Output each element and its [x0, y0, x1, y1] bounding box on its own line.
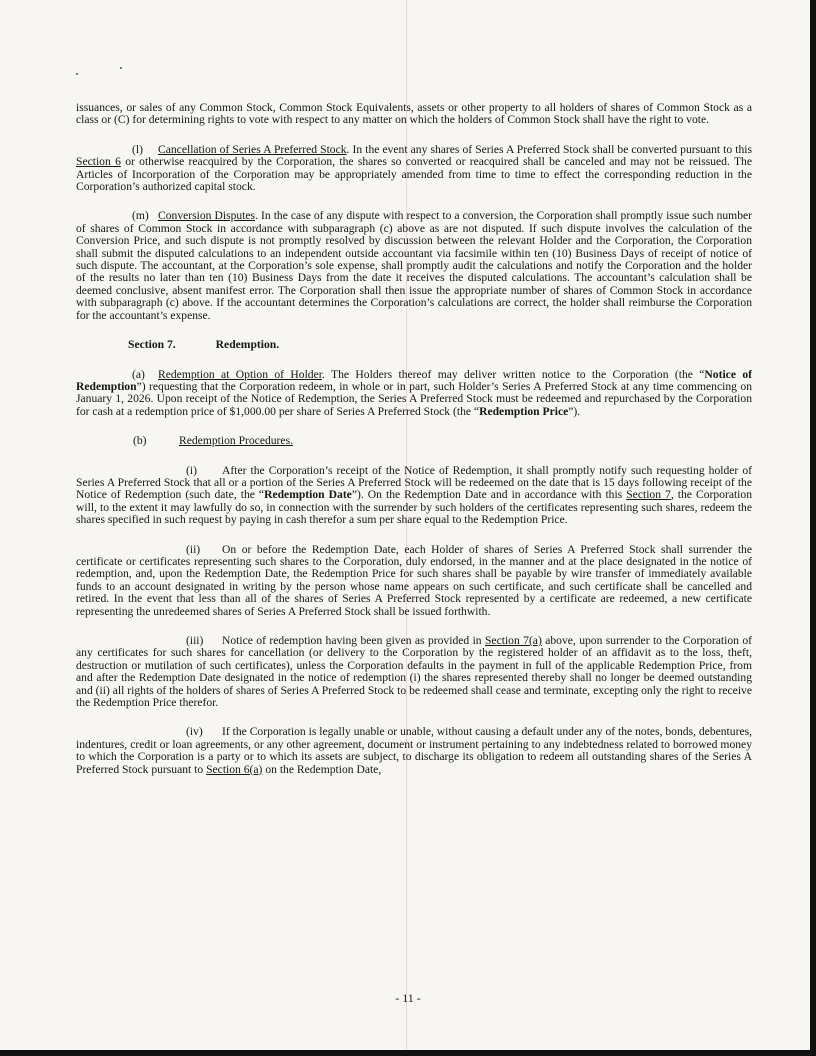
defined-term: Redemption Price [479, 404, 569, 418]
paragraph-heading: Conversion Disputes [158, 209, 256, 223]
subparagraph-iv: (iv) If the Corporation is legally unable or unable, without causing a default under any of the notes, bonds, debentures, indentures, credit or loan agreements, or any other agreement, document or instrument pertaining to any indebtedness related to borrowed money to which the Corporation is a party or to which its assets are subject, to discharge its obligation to redeem all outstanding shares of the Series A Preferred Stock pursuant to Section 6(a) on the Redemption Date, [76, 725, 752, 776]
subparagraph-iii: (iii) Notice of redemption having been given as provided in Section 7(a) above, upon surrender to the Corporation of any certificates for such shares for cancellation (or delivery to the Corporation by the registered holder of an affidavit as to the loss, theft, destruction or mutilation of such certificates), unless the Corporation defaults in the payment in full of the applicable Redemption Price, from and after the Redemption Date designated in the notice of redemption (i) the shares represented thereby shall no longer be deemed outstanding and (ii) all rights of the holders of shares of Series A Preferred Stock to be redeemed shall cease and terminate, excepting only the right to receive the Redemption Price therefor. [76, 634, 752, 710]
subparagraph-enum: (i) [186, 463, 197, 477]
section-label: Section 7. [128, 338, 176, 352]
scan-border-bottom [0, 1050, 816, 1056]
section-title: Redemption [215, 338, 277, 352]
defined-term: Redemption Date [264, 488, 352, 502]
document-body [76, 102, 752, 776]
section-reference: Section 7(a) [484, 634, 542, 647]
section-reference: Section 6 [76, 155, 121, 169]
subparagraph-enum: (iv) [186, 725, 203, 739]
paragraph-l: (l) Cancellation of Series A Preferred Stock. In the event any shares of Series A Preferred Stock shall be converted pursuant to this Section 6 or otherwise reacquired by the Corporation, the shares so converted or reacquired shall be canceled and may not be reissued. The Articles of Incorporation of the Corporation may be appropriately amended from time to time to effect the corresponding reduction in the Corporation’s authorized capital stock. [76, 142, 753, 194]
paragraph-m: (m) Conversion Disputes. In the case of any dispute with respect to a conversion, the Corporation shall promptly issue such number of shares of Common Stock in accordance with subparagraph (c) above as are not disputed. If such dispute involves the calculation of the Conversion Price, and such dispute is not promptly resolved by discussion between the relevant Holder and the Corporation, the Corporation shall submit the disputed calculations to an independent outside accountant via facsimile within ten (10) Business Days of receipt of notice of such dispute. The accountant, at the Corporation’s sole expense, shall promptly audit the calculations and notify the Corporation and the holder of the results no later than ten (10) Business Days from the date it receives the disputed calculations. The accountant’s calculation shall be deemed conclusive, absent manifest error. The Corporation shall then issue the appropriate number of shares of Common Stock in accordance with subparagraph (c) above. If the accountant determines the Corporation’s calculations are correct, the holder shall reimburse the Corporation for the accountant’s expense. [76, 209, 752, 322]
paragraph-heading: Redemption Procedures [179, 434, 291, 448]
paragraph-a: (a) Redemption at Option of Holder. The Holders thereof may deliver written notice to the Corporation (the “Notice of Redemption”) requesting that the Corporation redeem, in whole or in part, such Holder’s Series A Preferred Stock at any time commencing on January 1, 2026. Upon receipt of the Notice of Redemption, the Series A Preferred Stock must be redeemed and repurchased by the Corporation for cash at a redemption price of $1,000.00 per share of Series A Preferred Stock (the “Redemption Price”). [76, 367, 752, 418]
paragraph-enum: (m) [132, 209, 149, 223]
scan-border-right [810, 0, 816, 1056]
section-reference: Section 7 [626, 488, 671, 502]
subparagraph-enum: (iii) [186, 634, 204, 647]
paragraph-enum: (a) [132, 367, 145, 381]
defined-term: Notice of Redemption [76, 367, 752, 393]
section-7-heading: Section 7. Redemption. [128, 338, 280, 352]
page-number: - 11 - [395, 991, 421, 1005]
scan-speck [76, 73, 78, 75]
continuation-paragraph: issuances, or sales of any Common Stock, Common Stock Equivalents, assets or other property to all holders of shares of Common Stock as a class or (C) for determining rights to vote with respect to any matter on which the holders of Common Stock shall have the right to vote. [76, 101, 752, 127]
paragraph-heading: Cancellation of Series A Preferred Stock [158, 142, 347, 156]
paragraph-enum: (l) [132, 142, 143, 156]
section-reference: Section 6(a) [206, 762, 263, 776]
scan-speck [120, 67, 122, 69]
paragraph-enum: (b) [133, 434, 147, 448]
subparagraph-i: (i) After the Corporation’s receipt of the Notice of Redemption, it shall promptly notify such requesting holder of Series A Preferred Stock that all or a portion of the Series A Preferred Stock will be redeemed on the date that is 15 days following receipt of the Notice of Redemption (such date, the “Redemption Date”). On the Redemption Date and in accordance with this Section 7, the Corporation will, to the extent it may lawfully do so, in connection with the surrender by such holders of the certificates representing such shares, redeem the shares specified in such request by paying in cash therefor a sum per share equal to the Redemption Price. [76, 463, 753, 527]
subparagraph-ii: (ii) On or before the Redemption Date, each Holder of shares of Series A Preferred Stock shall surrender the certificate or certificates representing such shares to the Corporation, duly endorsed, in the manner and at the place designated in the notice of redemption, and, upon the Redemption Date, the Redemption Price for such shares shall be payable by wire transfer of immediately available funds to an account designated in writing by the person whose name appears on such certificate, and such certificate shall be cancelled and retired. In the event that less than all of the shares of Series A Preferred Stock represented by a certificate are redeemed, a new certificate representing the unredeemed shares of Series A Preferred Stock shall be issued forthwith. [76, 542, 752, 618]
paragraph-b: (b) Redemption Procedures. [133, 434, 293, 448]
subparagraph-enum: (ii) [186, 542, 201, 556]
paragraph-heading: Redemption at Option of Holder [158, 367, 322, 381]
